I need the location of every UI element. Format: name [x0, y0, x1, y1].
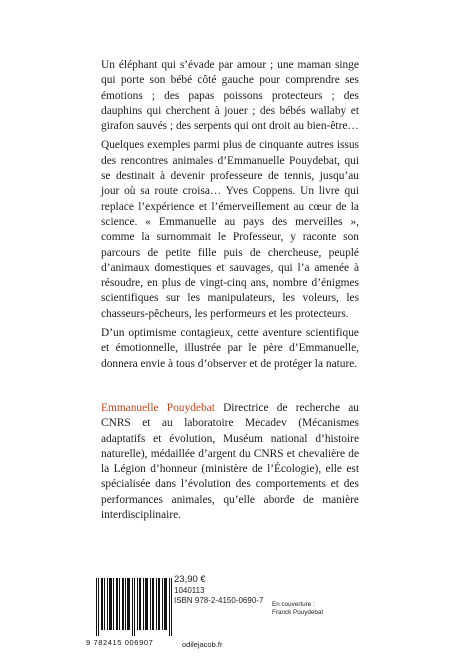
publisher-website: odilejacob.fr [182, 640, 223, 649]
blurb-paragraph-2: Quelques exemples parmi plus de cinquante autres issus des rencontres animales d’Emmanuelle Pouydebat, qui se destinait à devenir professeure de tennis, jusqu’au jour où sa route croisa… Yves Coppens. Un livre qui replace l’expérience et l’émerveillement au cœur de la science. « Emmanuelle au pays des merveilles », comme la surnommait le Professeur, y raconte son parcours de petite fille puis de chercheuse, peuplé d’animaux domestiques et sauvages, qui l’a amenée à résoudre, en plus de vingt-cinq ans, nombre d’énigmes scientifiques sur les manipulateurs, les voleurs, les chasseurs-pêcheurs, les performeurs et les protecteurs. [101, 139, 359, 320]
cover-credit-label: En couverture : [272, 601, 315, 608]
blurb [101, 58, 359, 376]
barcode-digits: 9 782415 006907 [86, 638, 154, 647]
cover-credit-name: Franck Pouydebat [272, 609, 324, 616]
price: 23,90 € [174, 574, 206, 585]
cover-credit [272, 601, 323, 617]
author-name: Emmanuelle Pouydebat [101, 402, 215, 414]
barcode [96, 578, 172, 636]
author-bio [101, 401, 359, 523]
author-bio-text: Directrice de recherche au CNRS et au laboratoire Mecadev (Mécanismes adaptatifs et évolution, Muséum national d’histoire naturelle), médaillée d’argent du CNRS et chevalière de la Légion d’honneur (ministère de l’Écologie), elle est spécialisée dans l’évolution des comportements et des performances animales, qu’elle aborde de manière interdisciplinaire. [101, 402, 359, 522]
blurb-paragraph-3: D’un optimisme contagieux, cette aventure scientifique et émotionnelle, illustrée par le père d’Emmanuelle, donnera envie à tous d’observer et de protéger la nature. [101, 327, 359, 370]
price-block [174, 575, 263, 606]
isbn: ISBN 978-2-4150-0690-7 [174, 596, 264, 605]
blurb-paragraph-1: Un éléphant qui s’évade par amour ; une maman singe qui porte son bébé côté gauche pour comprendre ses émotions ; des papas poissons protecteurs ; des dauphins qui cherchent à jouer ; des bébés wallaby et girafon sauvés ; des serpents qui ont droit au bien-être… [101, 59, 359, 133]
product-code: 1040113 [174, 586, 205, 595]
